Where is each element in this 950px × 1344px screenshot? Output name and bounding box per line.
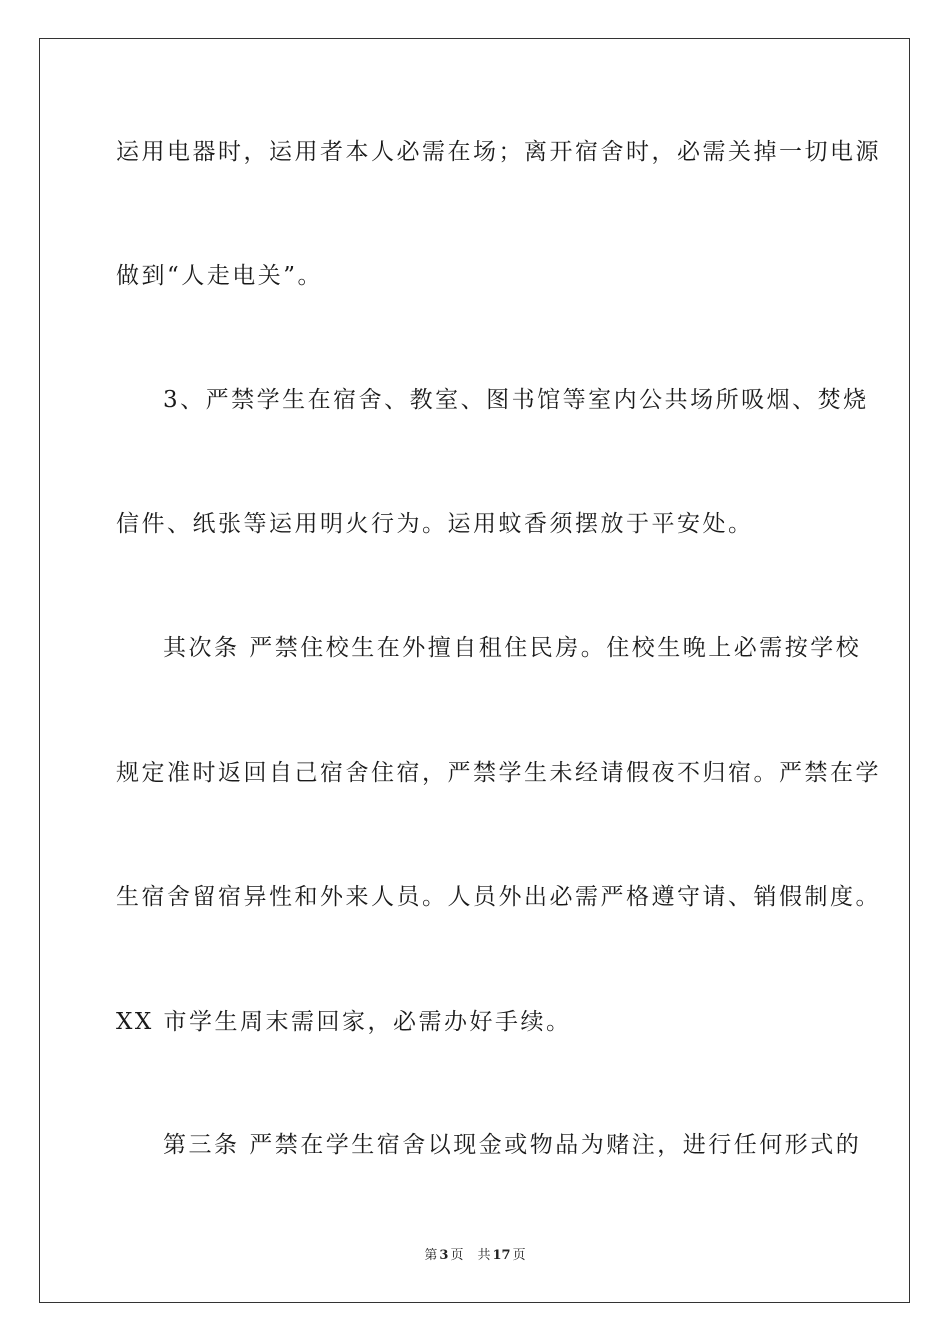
footer-page-prefix: 第 [424,1248,438,1263]
footer-total-prefix: 共 [477,1248,491,1263]
body-line-8: XX 市学生周末需回家，必需办好手续。 [116,1009,572,1035]
footer-total-pages: 17 [492,1248,511,1263]
page-border [39,38,910,1303]
footer-page-number: 3 [439,1248,449,1263]
body-line-9: 第三条 严禁在学生宿舍以现金或物品为赌注，进行任何形式的 [163,1132,862,1158]
body-line-4: 信件、纸张等运用明火行为。运用蚊香须摆放于平安处。 [116,511,754,537]
page-footer [0,1247,950,1265]
body-line-5: 其次条 严禁住校生在外擅自租住民房。住校生晚上必需按学校 [163,635,862,661]
body-line-3: 3、严禁学生在宿舍、教室、图书馆等室内公共场所吸烟、焚烧 [163,387,869,413]
body-line-6: 规定准时返回自己宿舍住宿，严禁学生未经请假夜不归宿。严禁在学 [116,760,881,786]
body-line-2: 做到“人走电关”。 [116,263,324,289]
footer-page-suffix: 页 [450,1248,464,1263]
body-line-7: 生宿舍留宿异性和外来人员。人员外出必需严格遵守请、销假制度。 [116,884,881,910]
footer-total-suffix: 页 [512,1248,526,1263]
body-line-1: 运用电器时，运用者本人必需在场；离开宿舍时，必需关掉一切电源 [116,139,881,165]
